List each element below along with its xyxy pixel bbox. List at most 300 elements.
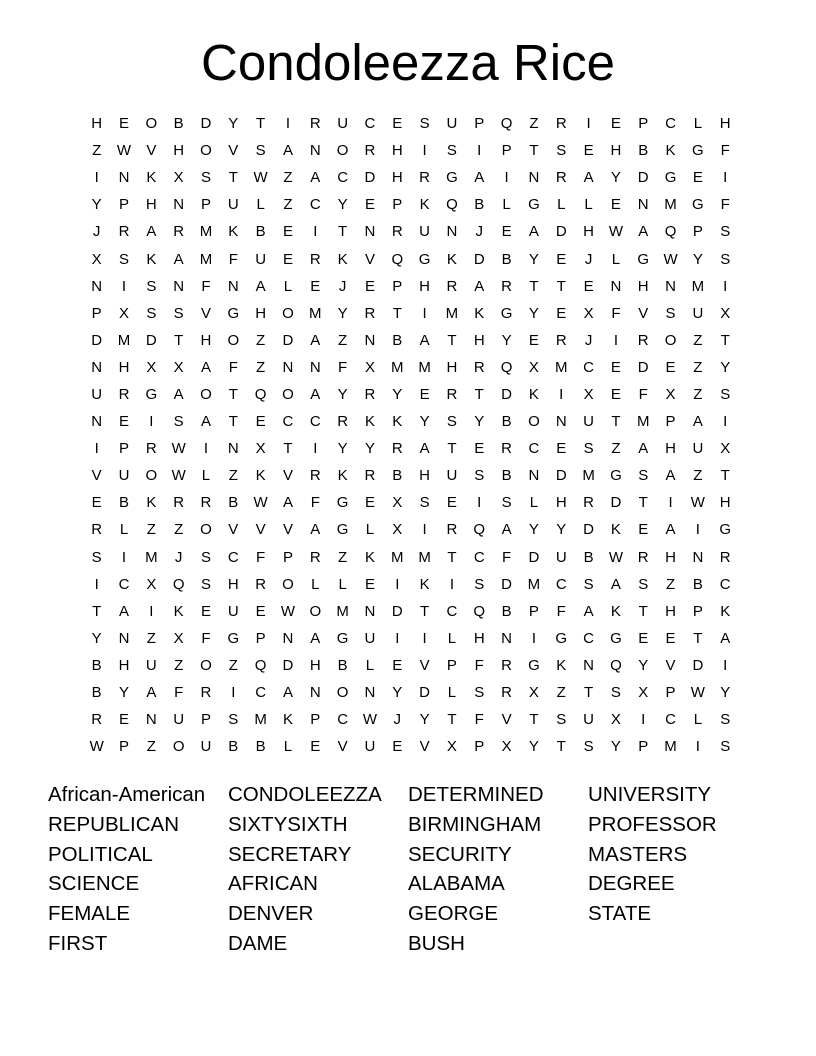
- grid-letter: F: [611, 304, 621, 322]
- grid-letter: E: [364, 277, 375, 295]
- grid-letter: K: [173, 602, 184, 620]
- grid-letter: G: [610, 629, 622, 647]
- grid-letter: M: [336, 602, 349, 620]
- grid-letter: A: [419, 440, 430, 458]
- grid-letter: G: [227, 304, 240, 322]
- grid-letter: I: [723, 277, 728, 295]
- grid-letter: P: [501, 142, 512, 160]
- grid-letter: A: [310, 629, 321, 647]
- word-list-item: MASTERS: [588, 842, 688, 866]
- grid-row: [83, 598, 739, 625]
- grid-letter: S: [583, 440, 594, 458]
- grid-letter: J: [584, 250, 593, 268]
- grid-letter: T: [529, 277, 539, 295]
- grid-letter: O: [336, 142, 349, 160]
- word-list-item: SIXTYSIXTH: [228, 812, 348, 836]
- grid-row: [83, 571, 739, 598]
- grid-letter: I: [641, 711, 646, 729]
- grid-letter: X: [392, 521, 403, 539]
- grid-letter: B: [392, 467, 403, 485]
- grid-letter: U: [255, 250, 267, 268]
- grid-letter: O: [200, 142, 212, 160]
- grid-letter: P: [200, 711, 211, 729]
- grid-letter: F: [638, 385, 648, 403]
- grid-letter: G: [418, 250, 431, 268]
- grid-letter: E: [91, 494, 102, 512]
- grid-letter: O: [200, 521, 212, 539]
- grid-letter: T: [693, 629, 703, 647]
- grid-letter: R: [501, 277, 512, 295]
- grid-letter: I: [449, 575, 455, 593]
- grid-letter: O: [200, 385, 212, 403]
- grid-letter: A: [665, 521, 676, 539]
- grid-letter: V: [282, 521, 293, 539]
- grid-letter: D: [91, 331, 103, 349]
- grid-letter: M: [391, 358, 404, 376]
- grid-letter: I: [149, 602, 154, 620]
- grid-letter: Y: [556, 521, 567, 539]
- grid-letter: G: [692, 142, 704, 160]
- grid-letter: D: [692, 656, 704, 674]
- grid-letter: M: [391, 548, 404, 566]
- grid-letter: S: [583, 738, 594, 756]
- grid-letter: E: [501, 223, 512, 241]
- grid-letter: T: [420, 602, 430, 620]
- grid-letter: V: [200, 304, 211, 322]
- grid-letter: Q: [664, 223, 677, 241]
- grid-letter: Q: [172, 575, 185, 593]
- word-list-item: African-American: [48, 783, 206, 806]
- grid-letter: G: [637, 250, 650, 268]
- grid-row: [83, 625, 739, 652]
- grid-letter: Z: [228, 467, 238, 485]
- grid-letter: Y: [692, 250, 703, 268]
- word-list-item: BUSH: [408, 931, 465, 955]
- grid-letter: K: [337, 250, 348, 268]
- grid-letter: W: [89, 738, 104, 756]
- grid-letter: N: [118, 169, 130, 187]
- grid-letter: F: [310, 494, 320, 512]
- grid-letter: A: [474, 169, 485, 187]
- grid-letter: P: [665, 413, 676, 431]
- grid-letter: J: [92, 223, 101, 241]
- word-list-item: GEORGE: [408, 902, 498, 926]
- grid-letter: O: [200, 656, 212, 674]
- grid-letter: S: [474, 467, 485, 485]
- grid-letter: N: [528, 467, 540, 485]
- grid-letter: O: [145, 115, 158, 133]
- grid-letter: N: [118, 629, 130, 647]
- grid-letter: H: [91, 115, 103, 133]
- grid-letter: P: [118, 440, 129, 458]
- word-list-item: SCIENCE: [48, 872, 140, 896]
- grid-letter: Z: [611, 440, 621, 458]
- grid-letter: S: [146, 277, 157, 295]
- grid-letter: S: [720, 223, 731, 241]
- grid-letter: T: [529, 711, 539, 729]
- grid-letter: X: [392, 494, 403, 512]
- grid-letter: L: [693, 115, 703, 133]
- grid-letter: L: [447, 684, 457, 702]
- grid-letter: G: [610, 467, 622, 485]
- grid-letter: P: [118, 196, 129, 214]
- word-list-item: DETERMINED: [408, 783, 544, 806]
- grid-letter: D: [501, 385, 512, 403]
- grid-letter: M: [309, 304, 322, 322]
- word-list-item: DAME: [228, 931, 288, 955]
- grid-letter: H: [665, 440, 676, 458]
- grid-letter: I: [613, 331, 618, 349]
- grid-letter: H: [719, 115, 731, 133]
- grid-letter: L: [365, 521, 375, 539]
- grid-letter: A: [474, 277, 485, 295]
- grid-letter: F: [228, 250, 238, 268]
- grid-letter: D: [391, 602, 403, 620]
- grid-letter: E: [692, 169, 703, 187]
- grid-letter: U: [583, 413, 594, 431]
- grid-letter: Z: [529, 115, 539, 133]
- grid-letter: L: [119, 521, 129, 539]
- grid-letter: T: [447, 440, 457, 458]
- grid-letter: H: [391, 142, 403, 160]
- word-list-item: SECURITY: [408, 842, 512, 866]
- grid-letter: L: [283, 277, 293, 295]
- grid-letter: I: [422, 142, 427, 160]
- grid-letter: V: [282, 467, 293, 485]
- grid-letter: X: [118, 304, 129, 322]
- grid-letter: S: [118, 250, 129, 268]
- grid-letter: G: [336, 521, 349, 539]
- grid-letter: E: [255, 413, 266, 431]
- grid-letter: N: [446, 223, 458, 241]
- grid-letter: H: [309, 656, 321, 674]
- grid-letter: Z: [174, 521, 184, 539]
- grid-letter: E: [610, 196, 621, 214]
- grid-row: [83, 544, 739, 571]
- grid-letter: T: [529, 142, 539, 160]
- grid-letter: B: [228, 738, 239, 756]
- grid-letter: R: [118, 223, 130, 241]
- grid-letter: Z: [228, 656, 238, 674]
- grid-letter: N: [501, 629, 512, 647]
- grid-letter: A: [282, 142, 293, 160]
- grid-letter: E: [364, 196, 375, 214]
- grid-letter: R: [555, 115, 567, 133]
- grid-letter: V: [501, 711, 512, 729]
- grid-letter: P: [310, 711, 321, 729]
- grid-letter: E: [638, 629, 649, 647]
- grid-letter: N: [173, 277, 185, 295]
- grid-letter: G: [446, 169, 458, 187]
- grid-letter: B: [255, 223, 266, 241]
- word-list-item: REPUBLICAN: [48, 812, 180, 836]
- grid-letter: Z: [693, 467, 703, 485]
- grid-letter: H: [419, 277, 431, 295]
- grid-letter: S: [200, 169, 211, 187]
- word-list-item: FIRST: [48, 931, 108, 955]
- grid-letter: R: [91, 521, 103, 539]
- grid-row: [83, 273, 739, 300]
- grid-row: [83, 110, 739, 137]
- grid-letter: R: [255, 575, 267, 593]
- grid-letter: W: [280, 602, 296, 620]
- grid-letter: L: [256, 196, 265, 214]
- grid-letter: J: [584, 331, 593, 349]
- grid-letter: X: [583, 385, 594, 403]
- grid-letter: F: [201, 277, 211, 295]
- grid-letter: S: [446, 142, 457, 160]
- grid-letter: Z: [283, 196, 293, 214]
- grid-letter: N: [637, 196, 649, 214]
- grid-letter: M: [582, 467, 595, 485]
- grid-letter: S: [228, 711, 239, 729]
- grid-letter: A: [720, 629, 731, 647]
- grid-letter: U: [583, 711, 594, 729]
- grid-letter: E: [474, 440, 485, 458]
- grid-letter: E: [200, 602, 211, 620]
- grid-letter: E: [556, 304, 567, 322]
- grid-letter: G: [500, 304, 513, 322]
- grid-letter: Z: [256, 358, 266, 376]
- word-column-3: [408, 780, 588, 959]
- grid-letter: S: [501, 494, 512, 512]
- grid-letter: B: [173, 115, 184, 133]
- grid-letter: S: [419, 115, 430, 133]
- grid-letter: E: [310, 738, 321, 756]
- grid-letter: G: [336, 629, 349, 647]
- grid-letter: G: [555, 629, 568, 647]
- grid-letter: Z: [556, 684, 566, 702]
- grid-letter: N: [309, 684, 321, 702]
- grid-letter: Z: [92, 142, 102, 160]
- grid-letter: N: [692, 548, 704, 566]
- grid-letter: O: [309, 602, 322, 620]
- word-list-item: PROFESSOR: [588, 812, 717, 836]
- grid-letter: B: [501, 467, 512, 485]
- grid-letter: G: [664, 169, 677, 187]
- grid-letter: V: [255, 521, 266, 539]
- grid-letter: Z: [174, 656, 184, 674]
- grid-row: [83, 300, 739, 327]
- grid-letter: L: [584, 196, 593, 214]
- grid-letter: K: [474, 304, 485, 322]
- grid-letter: V: [638, 304, 649, 322]
- grid-letter: S: [720, 250, 731, 268]
- grid-letter: E: [446, 494, 457, 512]
- grid-letter: P: [446, 656, 457, 674]
- grid-letter: H: [473, 331, 485, 349]
- grid-letter: W: [608, 548, 623, 566]
- grid-letter: M: [664, 738, 677, 756]
- grid-letter: D: [282, 656, 294, 674]
- grid-letter: K: [419, 575, 430, 593]
- grid-letter: E: [583, 142, 594, 160]
- word-list-item: SECRETARY: [228, 842, 352, 866]
- grid-row: [83, 381, 739, 408]
- grid-letter: P: [200, 196, 211, 214]
- grid-letter: H: [173, 142, 185, 160]
- grid-letter: R: [391, 440, 403, 458]
- grid-letter: X: [610, 711, 621, 729]
- grid-letter: K: [665, 142, 676, 160]
- grid-letter: I: [313, 223, 318, 241]
- grid-letter: O: [528, 413, 540, 431]
- grid-letter: K: [146, 169, 157, 187]
- grid-letter: M: [664, 196, 677, 214]
- grid-letter: G: [227, 629, 240, 647]
- grid-letter: N: [309, 358, 321, 376]
- grid-letter: I: [668, 494, 673, 512]
- grid-letter: E: [392, 656, 403, 674]
- grid-letter: B: [337, 656, 348, 674]
- grid-letter: C: [309, 413, 321, 431]
- grid-letter: S: [638, 467, 649, 485]
- grid-letter: M: [554, 358, 568, 376]
- grid-letter: D: [364, 169, 376, 187]
- grid-letter: T: [392, 304, 402, 322]
- grid-letter: W: [253, 494, 268, 512]
- grid-letter: K: [282, 711, 293, 729]
- grid-letter: T: [174, 331, 184, 349]
- grid-letter: R: [501, 684, 512, 702]
- word-list-item: STATE: [588, 902, 652, 926]
- grid-letter: S: [474, 684, 485, 702]
- grid-letter: S: [720, 711, 731, 729]
- grid-letter: F: [474, 711, 484, 729]
- grid-letter: T: [583, 684, 594, 702]
- grid-letter: Y: [419, 413, 430, 431]
- grid-row: [83, 679, 739, 706]
- grid-letter: Y: [364, 440, 375, 458]
- grid-letter: Y: [228, 115, 239, 133]
- grid-letter: T: [720, 467, 730, 485]
- grid-letter: R: [200, 494, 212, 512]
- grid-letter: E: [118, 413, 129, 431]
- grid-letter: C: [364, 115, 376, 133]
- grid-letter: H: [610, 142, 622, 160]
- grid-letter: T: [556, 277, 566, 295]
- grid-letter: X: [255, 440, 266, 458]
- grid-letter: K: [610, 602, 621, 620]
- grid-letter: J: [338, 277, 347, 295]
- grid-letter: S: [556, 142, 567, 160]
- grid-letter: X: [501, 738, 512, 756]
- grid-letter: C: [719, 575, 731, 593]
- grid-letter: S: [720, 738, 731, 756]
- grid-letter: N: [528, 169, 540, 187]
- grid-letter: E: [118, 711, 129, 729]
- grid-letter: W: [362, 711, 378, 729]
- grid-letter: U: [446, 467, 458, 485]
- grid-row: [83, 516, 739, 543]
- grid-letter: R: [364, 385, 376, 403]
- grid-letter: P: [474, 115, 485, 133]
- word-list-item: AFRICAN: [228, 872, 318, 896]
- grid-letter: K: [556, 656, 567, 674]
- grid-letter: T: [447, 548, 457, 566]
- grid-letter: R: [309, 467, 321, 485]
- grid-letter: H: [583, 223, 594, 241]
- grid-letter: B: [91, 684, 102, 702]
- grid-letter: Z: [256, 331, 266, 349]
- grid-letter: B: [255, 738, 266, 756]
- grid-letter: C: [337, 711, 349, 729]
- grid-letter: D: [282, 331, 294, 349]
- grid-letter: B: [392, 331, 403, 349]
- grid-letter: U: [364, 738, 376, 756]
- grid-letter: K: [255, 467, 266, 485]
- grid-letter: W: [663, 250, 678, 268]
- grid-letter: L: [338, 575, 347, 593]
- grid-letter: E: [610, 358, 621, 376]
- grid-letter: Y: [337, 196, 348, 214]
- grid-letter: P: [692, 602, 703, 620]
- grid-letter: P: [392, 277, 403, 295]
- grid-letter: R: [637, 331, 649, 349]
- grid-letter: E: [610, 115, 621, 133]
- grid-letter: D: [419, 684, 431, 702]
- grid-letter: Q: [446, 196, 458, 214]
- grid-letter: D: [583, 521, 594, 539]
- grid-letter: I: [477, 142, 482, 160]
- grid-letter: Y: [720, 358, 731, 376]
- grid-letter: I: [285, 115, 291, 133]
- grid-letter: V: [91, 467, 102, 485]
- grid-letter: D: [145, 331, 157, 349]
- grid-letter: R: [364, 142, 376, 160]
- grid-row: [83, 137, 739, 164]
- grid-letter: X: [638, 684, 649, 702]
- grid-letter: L: [201, 467, 211, 485]
- grid-letter: S: [446, 413, 457, 431]
- grid-letter: H: [255, 304, 267, 322]
- grid-row: [83, 354, 739, 381]
- grid-letter: L: [365, 656, 375, 674]
- grid-letter: N: [364, 331, 376, 349]
- grid-letter: N: [91, 277, 103, 295]
- grid-letter: T: [283, 440, 293, 458]
- grid-letter: I: [231, 684, 236, 702]
- grid-letter: B: [118, 494, 129, 512]
- grid-letter: H: [419, 467, 431, 485]
- grid-letter: Y: [501, 331, 512, 349]
- grid-letter: I: [477, 494, 482, 512]
- grid-letter: A: [200, 358, 211, 376]
- grid-letter: M: [145, 548, 158, 566]
- grid-letter: K: [392, 413, 403, 431]
- grid-letter: Y: [610, 169, 621, 187]
- grid-letter: I: [395, 629, 400, 647]
- grid-letter: R: [145, 440, 157, 458]
- grid-letter: X: [583, 304, 594, 322]
- grid-row: [83, 245, 739, 272]
- grid-letter: C: [665, 711, 676, 729]
- grid-letter: R: [446, 385, 458, 403]
- grid-letter: R: [337, 413, 349, 431]
- grid-letter: O: [282, 304, 294, 322]
- grid-row: [83, 462, 739, 489]
- grid-letter: R: [364, 304, 376, 322]
- grid-letter: M: [117, 331, 131, 349]
- grid-letter: B: [474, 196, 485, 214]
- grid-letter: U: [692, 304, 704, 322]
- grid-letter: E: [392, 738, 403, 756]
- grid-letter: I: [203, 440, 209, 458]
- grid-letter: A: [310, 521, 321, 539]
- grid-letter: K: [419, 196, 430, 214]
- grid-letter: F: [474, 656, 484, 674]
- grid-letter: S: [474, 575, 485, 593]
